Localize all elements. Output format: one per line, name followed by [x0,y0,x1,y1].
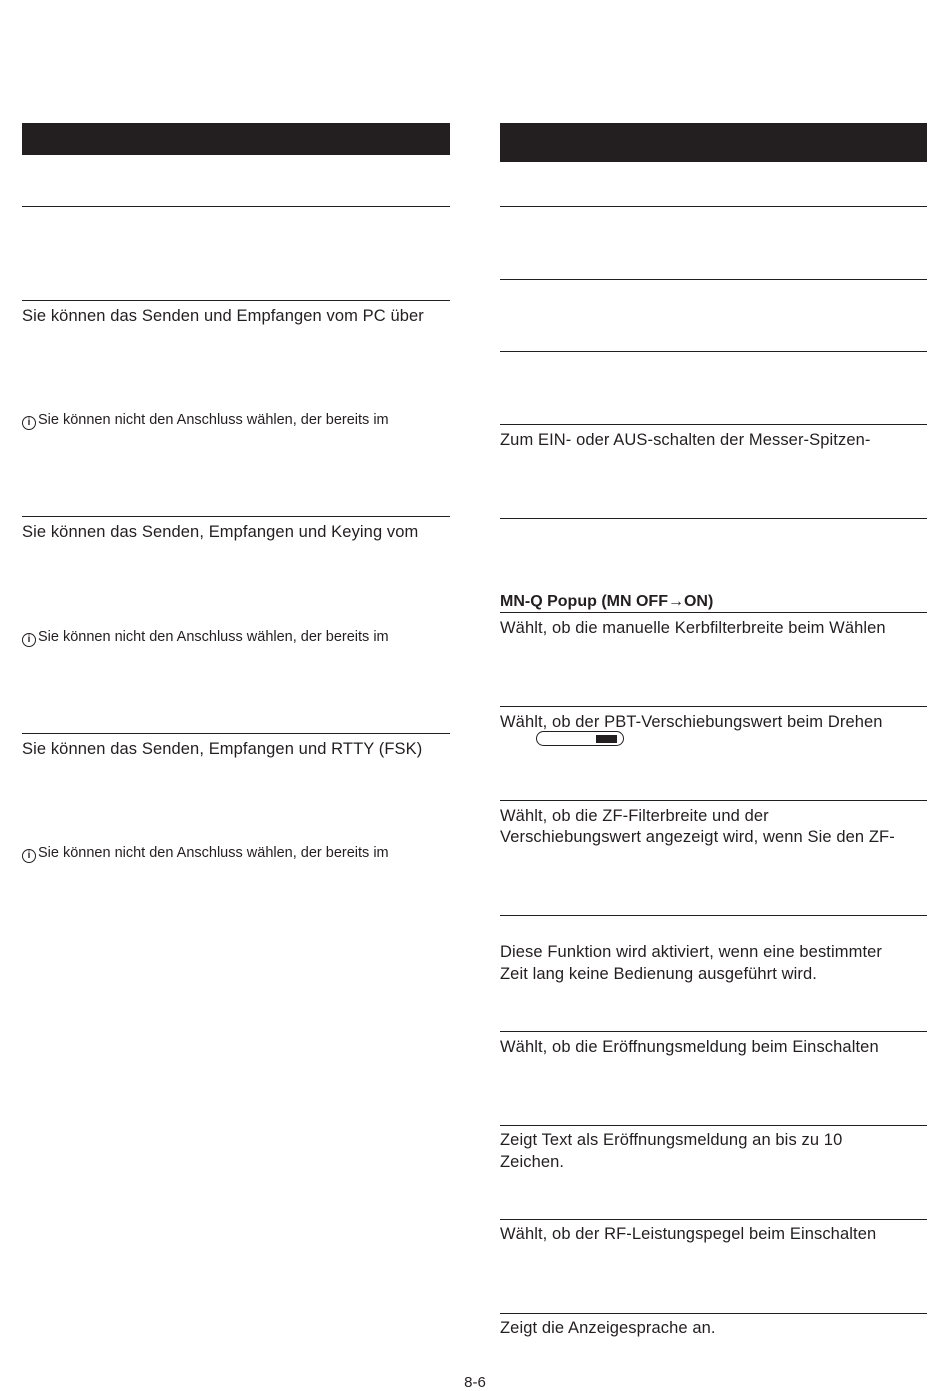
if-filter-description-line1: Wählt, ob die ZF-Filterbreite und der [500,807,769,825]
right-section-header-bar [500,123,927,162]
pc-transceive-description: Sie können das Senden und Empfangen vom PC über [22,307,424,325]
port-note-text: Sie können nicht den Anschluss wählen, der bereits im [38,845,389,861]
meter-peak-description: Zum EIN- oder AUS-schalten der Messer-Spitzen- [500,431,871,449]
mnq-popup-description: Wählt, ob die manuelle Kerbfilterbreite beim Wählen [500,619,886,637]
info-icon: i [22,633,36,647]
port-note-text: Sie können nicht den Anschluss wählen, der bereits im [38,412,389,428]
if-filter-description-line2: Verschiebungswert angezeigt wird, wenn Sie den ZF- [500,828,895,846]
divider [22,300,450,301]
divider [500,1219,927,1220]
mnq-popup-heading: MN-Q Popup (MN OFF→ON) [500,593,714,610]
port-note [22,411,389,430]
divider [500,915,927,916]
divider [500,351,927,352]
divider [500,279,927,280]
divider [500,800,927,801]
port-note-text: Sie können nicht den Anschluss wählen, der bereits im [38,629,389,645]
divider [22,733,450,734]
rtty-description: Sie können das Senden, Empfangen und RTTY (FSK) [22,740,423,758]
my-call-description-line1: Zeigt Text als Eröffnungsmeldung an bis zu 10 [500,1131,843,1149]
info-icon: i [22,416,36,430]
divider [500,1031,927,1032]
language-description: Zeigt die Anzeigesprache an. [500,1319,716,1337]
keying-description: Sie können das Senden, Empfangen und Keying vom [22,523,419,541]
divider [22,516,450,517]
opening-message-description: Wählt, ob die Eröffnungsmeldung beim Einschalten [500,1038,879,1056]
divider [500,206,927,207]
left-section-header-bar [22,123,450,155]
divider [500,706,927,707]
divider [22,206,450,207]
timeout-description-line1: Diese Funktion wird aktiviert, wenn eine bestimmter [500,943,882,961]
port-note [22,628,389,647]
divider [500,1125,927,1126]
rf-power-description: Wählt, ob der RF-Leistungspegel beim Einschalten [500,1225,877,1243]
pbt-indicator-knob [596,735,617,743]
pbt-description: Wählt, ob der PBT-Verschiebungswert beim Drehen [500,713,883,731]
port-note [22,844,389,863]
timeout-description-line2: Zeit lang keine Bedienung ausgeführt wird. [500,965,817,983]
divider [500,424,927,425]
divider [500,612,927,613]
pbt-indicator-graphic [536,731,624,746]
info-icon: i [22,849,36,863]
divider [500,518,927,519]
my-call-description-line2: Zeichen. [500,1153,565,1171]
divider [500,1313,927,1314]
page-number: 8-6 [464,1374,486,1391]
